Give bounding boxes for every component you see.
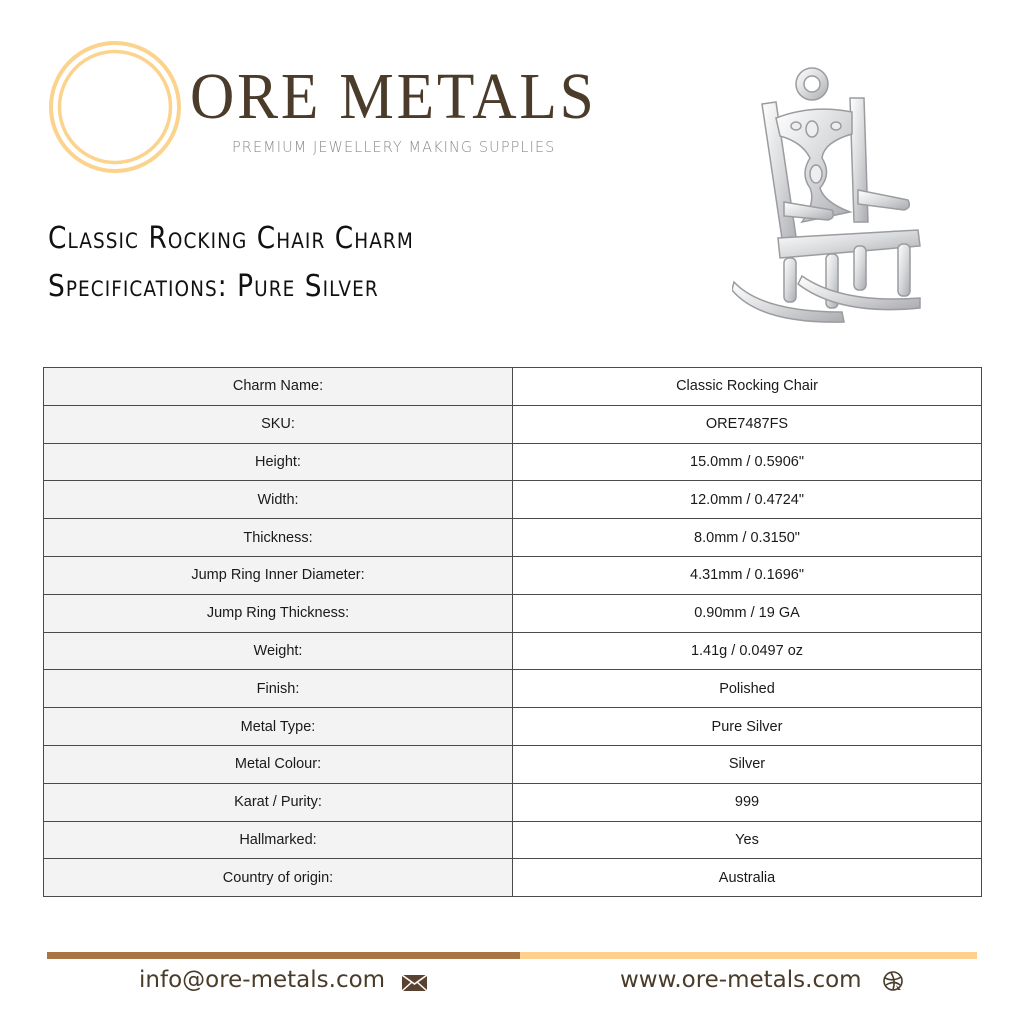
specifications-heading: Specifications: Pure Silver <box>48 269 379 304</box>
table-row <box>44 481 982 519</box>
table-row <box>44 632 982 670</box>
spec-label: Jump Ring Thickness: <box>44 594 513 632</box>
logo-double-ring-icon <box>48 40 182 174</box>
table-row <box>44 708 982 746</box>
spec-value: 0.90mm / 19 GA <box>513 594 982 632</box>
spec-value: Australia <box>513 859 982 897</box>
spec-value: Classic Rocking Chair <box>513 368 982 406</box>
spec-label: Charm Name: <box>44 368 513 406</box>
envelope-icon <box>402 975 427 991</box>
table-row <box>44 556 982 594</box>
spec-value: 12.0mm / 0.4724" <box>513 481 982 519</box>
spec-label: Karat / Purity: <box>44 783 513 821</box>
specifications-table <box>43 367 982 897</box>
spec-label: Metal Colour: <box>44 745 513 783</box>
spec-value: Pure Silver <box>513 708 982 746</box>
spec-label: SKU: <box>44 405 513 443</box>
table-row <box>44 670 982 708</box>
spec-value: Silver <box>513 745 982 783</box>
table-row <box>44 519 982 557</box>
spec-label: Metal Type: <box>44 708 513 746</box>
spec-label: Height: <box>44 443 513 481</box>
spec-value: 15.0mm / 0.5906" <box>513 443 982 481</box>
spec-label: Hallmarked: <box>44 821 513 859</box>
website-link[interactable]: www.ore-metals.com <box>620 967 862 993</box>
spec-value: 4.31mm / 0.1696" <box>513 556 982 594</box>
spec-value: 1.41g / 0.0497 oz <box>513 632 982 670</box>
table-row <box>44 745 982 783</box>
table-row <box>44 859 982 897</box>
spec-value: Yes <box>513 821 982 859</box>
table-row <box>44 443 982 481</box>
spec-value: 8.0mm / 0.3150" <box>513 519 982 557</box>
spec-value: ORE7487FS <box>513 405 982 443</box>
footer-divider-left <box>47 952 520 959</box>
spec-label: Finish: <box>44 670 513 708</box>
spec-value: 999 <box>513 783 982 821</box>
table-row <box>44 405 982 443</box>
globe-icon <box>882 970 904 992</box>
spec-label: Jump Ring Inner Diameter: <box>44 556 513 594</box>
product-title: Classic Rocking Chair Charm <box>48 221 414 256</box>
spec-label: Thickness: <box>44 519 513 557</box>
footer-divider-right <box>520 952 977 959</box>
table-row <box>44 368 982 406</box>
table-row <box>44 783 982 821</box>
table-row <box>44 594 982 632</box>
brand-name: ORE METALS <box>190 60 597 133</box>
brand-tagline: PREMIUM JEWELLERY MAKING SUPPLIES <box>232 138 556 156</box>
spec-label: Weight: <box>44 632 513 670</box>
rocking-chair-charm-image <box>732 62 922 324</box>
spec-value: Polished <box>513 670 982 708</box>
email-link[interactable]: info@ore-metals.com <box>139 967 386 993</box>
spec-label: Width: <box>44 481 513 519</box>
spec-label: Country of origin: <box>44 859 513 897</box>
table-row <box>44 821 982 859</box>
